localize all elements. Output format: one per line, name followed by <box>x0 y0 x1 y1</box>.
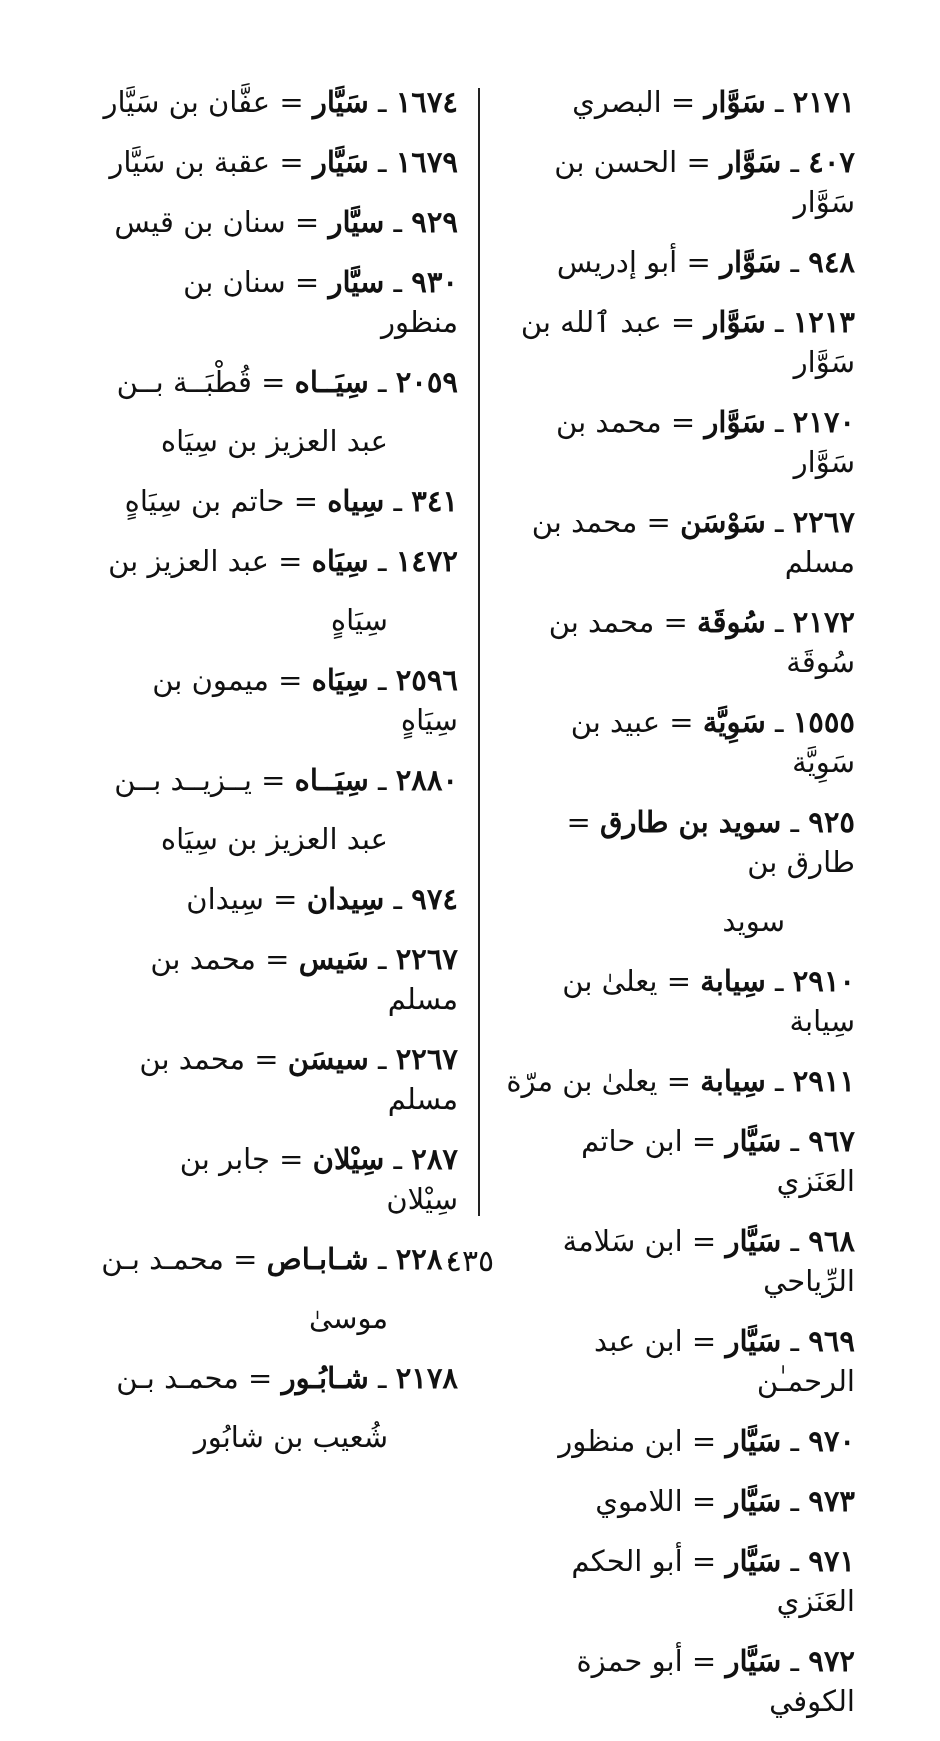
entry-reference: ابن حاتم العَنَزي <box>581 1124 855 1198</box>
entry-reference: ابن منظور <box>558 1424 683 1458</box>
entry-number: ٩٧٠ <box>808 1424 855 1458</box>
entry-name: سَيَّار <box>725 1224 782 1258</box>
entry-number: ٣٤١ <box>411 484 458 518</box>
entry-name: شـابُـور <box>281 1361 369 1395</box>
entry-reference: يعلىٰ بن مرّة <box>506 1064 658 1098</box>
entry-number: ٢١٧٠ <box>792 405 855 439</box>
entry-name: سَوَّار <box>704 405 766 439</box>
entry-name: سيَّار <box>328 205 385 239</box>
entry-reference-continuation: سويد <box>722 904 785 938</box>
index-entry: ٤٠٧ ـ سَوَّار = الحسن بن سَوَّار <box>554 145 855 219</box>
index-column-right <box>500 82 855 1741</box>
entry-reference-continuation: عبد العزيز بن سِيَاه <box>160 424 388 458</box>
entry-number: ٢٨٧ <box>411 1142 458 1176</box>
entry-reference: محمد بن مسلم <box>150 942 458 1016</box>
index-entry: ٢٢٦٧ ـ سَوْسَن = محمد بن مسلم <box>531 505 855 579</box>
entry-reference: يعلىٰ بن سِيابة <box>562 964 855 1038</box>
entry-name: سَوْسَن <box>680 505 766 539</box>
entry-reference: أبو الحكم العَنَزي <box>571 1544 855 1618</box>
entry-name: سَيَّار <box>725 1124 782 1158</box>
entry-reference: محمـد بـن <box>101 1242 224 1276</box>
entry-number: ١٦٧٩ <box>395 145 458 179</box>
entry-reference-continuation: سِيَاهٍ <box>330 603 388 637</box>
index-entry: ٩٣٠ ـ سيَّار = سنان بن منظور <box>183 265 458 339</box>
index-entry: ٢٢٦٧ ـ سَيس = محمد بن مسلم <box>150 942 458 1016</box>
index-entry: ٢٩١١ ـ سِيابة = يعلىٰ بن مرّة <box>506 1064 855 1098</box>
entry-number: ٢٢٦٧ <box>792 505 855 539</box>
index-entry: ١٥٥٥ ـ سَوِيَّة = عبيد بن سَوِيَّة <box>570 705 855 779</box>
entry-number: ٩٦٩ <box>808 1324 855 1358</box>
entry-name: سِيْلان <box>312 1142 385 1176</box>
entry-name: سِيَــاه <box>294 365 369 399</box>
index-entry: ١٦٧٩ ـ سَيَّار = عقبة بن سَيَّار <box>109 145 458 179</box>
entry-reference: عبد ٱلله بن سَوَّار <box>520 305 855 379</box>
entry-number: ٩٧١ <box>808 1544 855 1578</box>
entry-name: سِيابة <box>700 1064 766 1098</box>
entry-name: سِيابة <box>700 964 766 998</box>
entry-reference-continuation: شُعيب بن شابُور <box>193 1420 388 1454</box>
entry-reference: الحسن بن سَوَّار <box>554 145 855 219</box>
entry-number: ٢٨٨٠ <box>395 763 458 797</box>
entry-name: سَوِيَّة <box>702 705 766 739</box>
index-entry: ٢١٧٨ ـ شـابُـور = محمـد بـن شُعيب بن شابُور <box>100 1358 458 1457</box>
entry-number: ٩٤٨ <box>808 245 855 279</box>
entry-reference: يــزيــد بــن <box>114 763 252 797</box>
index-entry: ٩٤٨ ـ سَوَّار = أبو إدريس <box>556 245 855 279</box>
index-entry: ١٤٧٢ ـ سِيَاه = عبد العزيز بن سِيَاهٍ <box>100 541 458 640</box>
index-entry: ٩٦٩ ـ سَيَّار = ابن عبد الرحمـٰن <box>593 1324 855 1398</box>
entry-number: ٩٢٩ <box>411 205 458 239</box>
entry-reference: جابر بن سِيْلان <box>179 1142 458 1216</box>
index-entry: ٢٩١٠ ـ سِيابة = يعلىٰ بن سِيابة <box>562 964 855 1038</box>
column-divider <box>478 88 480 1216</box>
entry-reference: سِيدان <box>186 882 264 916</box>
entry-reference: محمد بن مسلم <box>139 1042 458 1116</box>
entry-name: سَيَّار <box>725 1324 782 1358</box>
entry-name: سَيَّار <box>312 85 369 119</box>
page-number: ٤٣٥ <box>445 1244 495 1279</box>
entry-name: سَيَّار <box>725 1424 782 1458</box>
entry-number: ٩٣٠ <box>411 265 458 299</box>
entry-number: ٢٩١٠ <box>792 964 855 998</box>
entry-name: سويد بن طارق <box>599 805 782 839</box>
entry-name: سَيَّار <box>725 1484 782 1518</box>
entry-reference: البصري <box>572 85 662 119</box>
entry-reference: عبد العزيز بن <box>108 544 269 578</box>
index-entry: ٢٢٦٧ ـ سيسَن = محمد بن مسلم <box>139 1042 458 1116</box>
entry-name: سَوَّار <box>719 145 782 179</box>
entry-number: ٢٥٩٦ <box>395 663 458 697</box>
entry-number: ٢٢٨٠ <box>395 1242 458 1276</box>
entry-reference: ابن سَلامة الرِّياحي <box>562 1224 855 1298</box>
entry-number: ٩٢٥ <box>808 805 855 839</box>
entry-name: سَيَّار <box>725 1644 782 1678</box>
entry-number: ٢١٧١ <box>792 85 855 119</box>
index-entry: ٢٥٩٦ ـ سِيَاه = ميمون بن سِيَاهٍ <box>152 663 458 737</box>
entry-reference: سنان بن قيس <box>114 205 286 239</box>
entry-name: سِياه <box>327 484 385 518</box>
index-entry: ٩٧١ ـ سَيَّار = أبو الحكم العَنَزي <box>571 1544 855 1618</box>
entry-reference: حاتم بن سِيَاهٍ <box>124 484 285 518</box>
entry-name: سَيَّار <box>725 1544 782 1578</box>
entry-reference-continuation: عبد العزيز بن سِيَاه <box>160 822 388 856</box>
entry-number: ١٦٧٤ <box>395 85 458 119</box>
entry-number: ٢٢٦٧ <box>395 1042 458 1076</box>
index-entry: ٩٢٥ ـ سويد بن طارق = طارق بن سويد <box>500 802 855 941</box>
entry-reference: عقبة بن سَيَّار <box>109 145 271 179</box>
entry-name: سِيَاه <box>311 544 369 578</box>
entry-number: ٢٢٦٧ <box>395 942 458 976</box>
entry-name: سِيَــاه <box>294 763 369 797</box>
entry-number: ١٥٥٥ <box>792 705 855 739</box>
entry-reference: محمد بن سُوقَة <box>548 605 855 679</box>
index-entry: ٩٦٨ ـ سَيَّار = ابن سَلامة الرِّياحي <box>562 1224 855 1298</box>
entry-reference: محمـد بـن <box>116 1361 239 1395</box>
entry-reference: أبو حمزة الكوفي <box>576 1644 855 1718</box>
index-entry: ٩٢٩ ـ سيَّار = سنان بن قيس <box>114 205 458 239</box>
index-entry: ٩٧٠ ـ سَيَّار = ابن منظور <box>558 1424 855 1458</box>
entry-number: ١٤٧٢ <box>395 544 458 578</box>
entry-reference: عبيد بن سَوِيَّة <box>570 705 855 779</box>
entry-name: سيَّار <box>328 265 385 299</box>
index-entry: ٩٦٧ ـ سَيَّار = ابن حاتم العَنَزي <box>581 1124 855 1198</box>
entry-number: ٢٩١١ <box>792 1064 855 1098</box>
entry-number: ٩٧٣ <box>808 1484 855 1518</box>
entry-number: ٩٧٢ <box>808 1644 855 1678</box>
index-entry: ٢١٧٠ ـ سَوَّار = محمد بن سَوَّار <box>556 405 855 479</box>
index-entry: ٣٤١ ـ سِياه = حاتم بن سِيَاهٍ <box>124 484 458 518</box>
entry-name: سُوقَة <box>697 605 766 639</box>
entry-name: سيسَن <box>287 1042 369 1076</box>
index-entry: ٩٧٣ ـ سَيَّار = اللاموي <box>595 1484 855 1518</box>
index-entry: ٢٨٧ ـ سِيْلان = جابر بن سِيْلان <box>179 1142 458 1216</box>
entry-number: ٩٦٨ <box>808 1224 855 1258</box>
index-entry: ٢١٧٢ ـ سُوقَة = محمد بن سُوقَة <box>548 605 855 679</box>
entry-name: سَوَّار <box>704 85 766 119</box>
entry-number: ٩٦٧ <box>808 1124 855 1158</box>
index-entry: ٢٠٥٩ ـ سِيَــاه = قُطْبَــة بــن عبد العزيز بن سِيَاه <box>100 362 458 461</box>
entry-number: ٢١٧٢ <box>792 605 855 639</box>
entry-reference: أبو إدريس <box>556 245 678 279</box>
entry-number: ٢٠٥٩ <box>395 365 458 399</box>
index-entry: ١٢١٣ ـ سَوَّار = عبد ٱلله بن سَوَّار <box>520 305 855 379</box>
entry-name: شـابـاص <box>266 1242 369 1276</box>
entry-name: سِيَاه <box>311 663 369 697</box>
entry-reference: سنان بن منظور <box>183 265 458 339</box>
entry-name: سَوَّار <box>704 305 766 339</box>
index-entry: ٩٧٤ ـ سِيدان = سِيدان <box>186 882 458 916</box>
entry-number: ٤٠٧ <box>808 145 855 179</box>
index-entry: ٢١٧١ ـ سَوَّار = البصري <box>572 85 855 119</box>
index-entry: ١٦٧٤ ـ سَيَّار = عفَّان بن سَيَّار <box>103 85 458 119</box>
entry-reference: اللاموي <box>595 1484 683 1518</box>
entry-reference: طارق بن <box>747 845 855 879</box>
index-entry: ٢٨٨٠ ـ سِيَــاه = يــزيــد بــن عبد العزيز بن سِيَاه <box>100 760 458 859</box>
entry-number: ١٢١٣ <box>792 305 855 339</box>
entry-reference-continuation: موسىٰ <box>309 1301 388 1335</box>
entry-name: سَيَّار <box>312 145 369 179</box>
entry-reference: محمد بن مسلم <box>531 505 855 579</box>
index-entry: ٢٢٨٠ ـ شـابـاص = محمـد بـن موسىٰ <box>100 1239 458 1338</box>
entry-reference: محمد بن سَوَّار <box>556 405 855 479</box>
entry-name: سَيس <box>298 942 369 976</box>
entry-name: سِيدان <box>306 882 385 916</box>
entry-number: ٢١٧٨ <box>395 1361 458 1395</box>
index-entry: ٩٧٢ ـ سَيَّار = أبو حمزة الكوفي <box>576 1644 855 1718</box>
entry-reference: عفَّان بن سَيَّار <box>103 85 271 119</box>
entry-name: سَوَّار <box>719 245 782 279</box>
entry-reference: ابن عبد الرحمـٰن <box>593 1324 855 1398</box>
entry-reference: قُطْبَــة بــن <box>116 365 252 399</box>
entry-number: ٩٧٤ <box>411 882 458 916</box>
entry-reference: ميمون بن سِيَاهٍ <box>152 663 458 737</box>
